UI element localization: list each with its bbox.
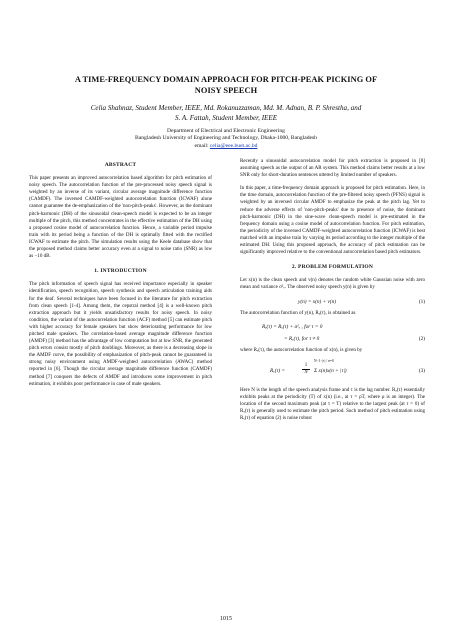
equation-3 bbox=[240, 360, 425, 384]
abstract-text: This paper presents an improved autocorrelation based algorithm for pitch estimation of noisy speech. The autocorrelation function of the pre-processed noisy speech signal is weighted by an inverse of its variant, circular average magnitude difference function (CAMDF). The inversed CAMDF-weighted autocorrelation function (ICWAF) alone cannot guarantee the de-emphasization of the 'non-pitch-peaks'. However, as the dominant pitch-harmonic (DH) of the sinusoidal clean-speech model is expected to be an integer multiple of the pitch, this method concentrates in the effective estimation of the DH using a proposed cosine model of autocorrelation function. Hence, a variable period impulse train with its period being a function of the DH is optimally fitted with the rectified ICWAF to estimate the pitch. The simulation results using the Keele database show that the proposed method claims better accuracy even at a signal to noise ratio (SNR) as low as −10 dB. bbox=[29, 175, 212, 260]
email-link[interactable]: celia@eee.buet.ac.bd bbox=[209, 142, 258, 149]
equation-3-sum: Σ x(n)x(n + |τ|) bbox=[314, 367, 347, 374]
left-column bbox=[29, 162, 212, 394]
abstract-heading: ABSTRACT bbox=[104, 162, 137, 168]
equation-3-fraction bbox=[302, 363, 310, 376]
intro-paragraph-3: In this paper, a time-frequency domain approach is proposed for pitch estimation. Here, in the time domain, autocorrelation function of the pre-filtered noisy speech (PFNS) signal is weighted by an inversed circular AMDF to emphasize the peak at the pitch lag. Yet to reduce the adverse effects of 'non-pitch-peaks' due to presence of noise, the dominant pitch-harmonic (DH) in the sine-wave clean-speech model is pre-estimated in the frequency domain using a cosine model of autocorrelation function. For pitch estimation, the periodicity of the inversed CAMDF-weighted autocorrelation function (ICWAF) is best matched with an impulse train by varying its period according to the integer multiple of the estimated DH. Using this proposed approach, the accuracy of pitch estimation can be significantly improved relative to the conventional autocorrelation based pitch estimators. bbox=[240, 185, 425, 256]
fraction-denominator: N bbox=[304, 369, 308, 375]
problem-formulation-heading: 2. PROBLEM FORMULATION bbox=[291, 264, 374, 271]
intro-paragraph-2: Recently a sinusoidal autocorrelation model for pitch extraction is proposed in [8] assuming speech as the output of an AR system. This method claims better results at a low SNR only for short-duration sentences uttered by limited number of speakers. bbox=[240, 158, 425, 179]
affiliation-department: Department of Electrical and Electronic Engineering bbox=[167, 128, 285, 134]
author-list bbox=[24, 103, 428, 123]
title-line-1: A TIME-FREQUENCY DOMAIN APPROACH FOR PITCH-PEAK PICKING OF bbox=[74, 75, 378, 84]
equation-1 bbox=[240, 298, 425, 307]
equation-3-limits: N−1−|τ| / n=0 bbox=[314, 358, 334, 363]
email-prefix: email: bbox=[194, 142, 210, 149]
problem-paragraph-3: where Rₓ(τ), the autocorrelation function of x(n), is given by bbox=[240, 346, 363, 353]
authors-line-2: S. A. Fattah, Student Member, IEEE bbox=[174, 114, 278, 122]
introduction-text: The pitch information of speech signal has received importance especially in speaker identification, speech recognition, speech synthesis and speech articulation training aids for the deaf. Several techniques have been focused in the literature for pitch extraction from clean speech [1-4]. Among them, the cepstral method [4] is a well-known pitch extraction approach but it yields unsatisfactory results for noisy speech. In noisy condition, the variant of the autocorrelation function (ACF) method [5] can estimate pitch with higher accuracy for female speakers but show deteriorating performance for low pitched male speakers. The correlation-based average magnitude difference function (AMDF) [3] method has the advantage of low computation but at low SNR, the generated pitch errors consist mostly of pitch doublings. Moreover, as there is a decreasing slope in the AMDF curve, the possibility of emphasization of pitch-peak cannot be guaranteed in strong noisy environment using AMDF-weighted autocorrelation (AWAC) method reported in [6]. Though the circular average magnitude difference function (CAMDF) method [7] conquers the defects of AMDF and introduces some improvement in pitch estimation, it exhibits poor performance in case of male speakers. bbox=[29, 281, 212, 387]
problem-paragraph-2: The autocorrelation function of y(n), Rᵧ(τ), is obtained as bbox=[240, 309, 356, 316]
right-column bbox=[240, 158, 425, 428]
paper-title bbox=[30, 74, 422, 96]
authors-line-1: Celia Shahnaz, Student Member, IEEE, Md. Rokanuzzaman, Md. M. Adnan, B. P. Shrestha, and bbox=[90, 104, 362, 112]
affiliation bbox=[40, 128, 412, 150]
equation-3-number: (3) bbox=[418, 367, 425, 374]
equation-1-body: y(n) = x(n) + v(n) bbox=[298, 298, 337, 305]
page-number: 1015 bbox=[220, 616, 232, 622]
equation-1-number: (1) bbox=[418, 298, 425, 305]
affiliation-university: Bangladesh University of Engineering and Technology, Dhaka-1000, Bangladesh bbox=[135, 135, 317, 142]
equation-2a-body: Rᵧ(τ) = Rₓ(τ) + σ²ᵥ , for τ = 0 bbox=[262, 323, 323, 330]
problem-paragraph-4: Here N is the length of the speech analysis frame and τ is the lag number. Rₓ(τ) essentially exhibits peaks at the periodicity (T) of x(n) (i.e., at τ = ρT, where ρ is an integer). The location of the second maximum peak (at τ = T) relative to the largest peak (at τ = 0) of Rₓ(τ) is generally used to estimate the pitch period. Such method of pitch estimation using Rᵧ(τ) of equation (2) is noise robust bbox=[240, 386, 425, 422]
equation-3-lhs: Rₓ(τ) = bbox=[270, 367, 286, 374]
equation-2b bbox=[240, 335, 425, 344]
equation-2b-body: = Rₓ(τ), for τ ≠ 0 bbox=[284, 335, 320, 342]
equation-2-number: (2) bbox=[418, 335, 425, 342]
title-line-2: NOISY SPEECH bbox=[194, 86, 258, 95]
fraction-numerator: 1 bbox=[304, 362, 308, 368]
introduction-heading: 1. INTRODUCTION bbox=[94, 268, 147, 275]
equation-2a bbox=[240, 323, 425, 332]
affiliation-email-line bbox=[40, 143, 412, 150]
problem-paragraph-1: Let x(n) is the clean speech and v(n) denotes the random white Gaussian noise with zero mean and variance σ²ᵥ. The observed noisy speech y(n) is given by bbox=[240, 277, 425, 291]
